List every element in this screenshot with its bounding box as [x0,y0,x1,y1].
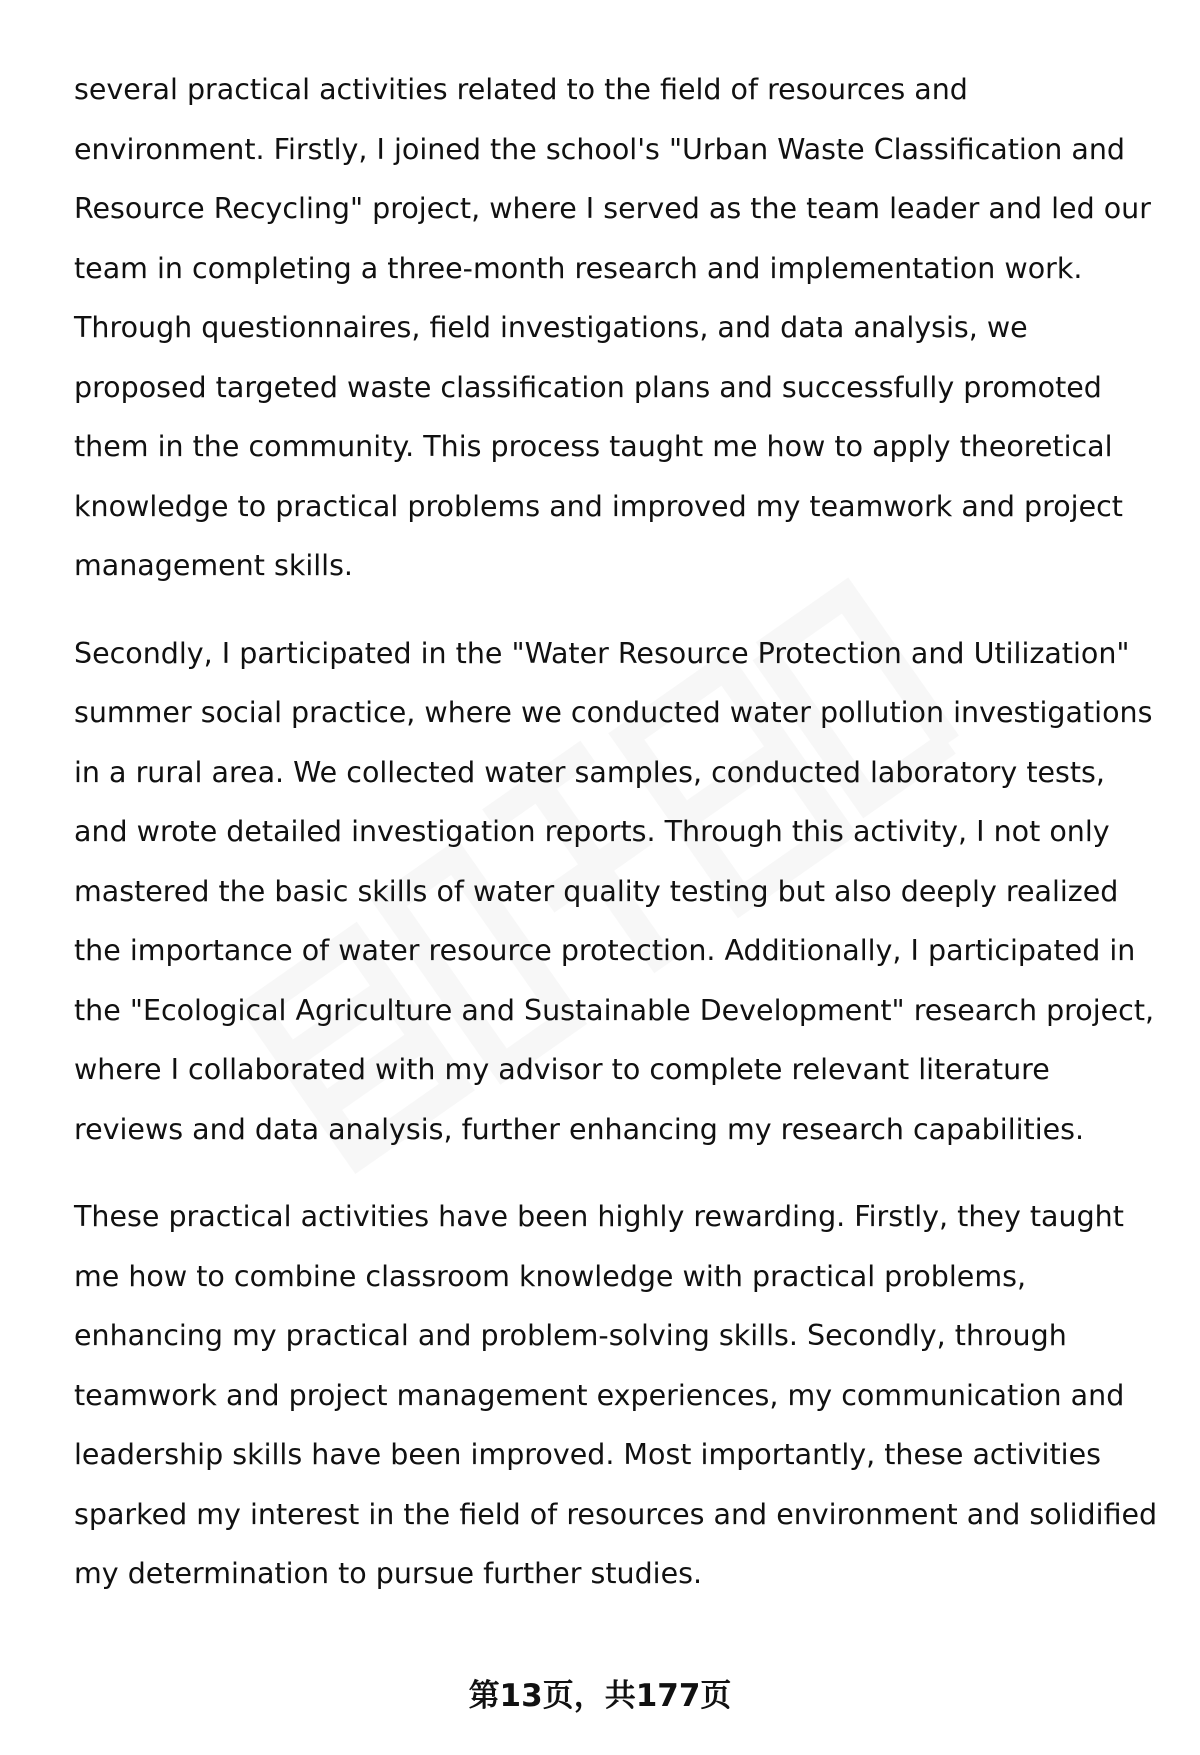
paragraph-practical-activities: several practical activities related to the field of resources and environment. Firstly, I joined the school's "Urban Waste Classification and Resource Recycling" project, where I served as the team leader and led our team in completing a three-month research and implementation work. Through questionnaires, field investigations, and data analysis, we proposed targeted waste classification plans and successfully promoted them in the community. This process taught me how to apply theoretical knowledge to practical problems and improved my teamwork and project management skills. [74,73,1151,582]
paragraph-rewards: These practical activities have been highly rewarding. Firstly, they taught me how to combine classroom knowledge with practical problems, enhancing my practical and problem-solving skills. Secondly, through teamwork and project management experiences, my communication and leadership skills have been improved. Most importantly, these activities sparked my interest in the field of resources and environment and solidified my determination to pursue further studies. [74,1200,1158,1590]
paragraph-water-resource-practice: Secondly, I participated in the "Water Resource Protection and Utilization" summer social practice, where we conducted water pollution investigations in a rural area. We collected water samples, conducted laboratory tests, and wrote detailed investigation reports. Through this activity, I not only mastered the basic skills of water quality testing but also deeply realized the importance of water resource protection. Additionally, I participated in the "Ecological Agriculture and Sustainable Development" research project, where I collaborated with my advisor to complete relevant literature reviews and data analysis, further enhancing my research capabilities. [74,636,1155,1146]
document-body [74,60,1164,1632]
page-number-footer: 第13页，共177页 [468,1678,732,1714]
